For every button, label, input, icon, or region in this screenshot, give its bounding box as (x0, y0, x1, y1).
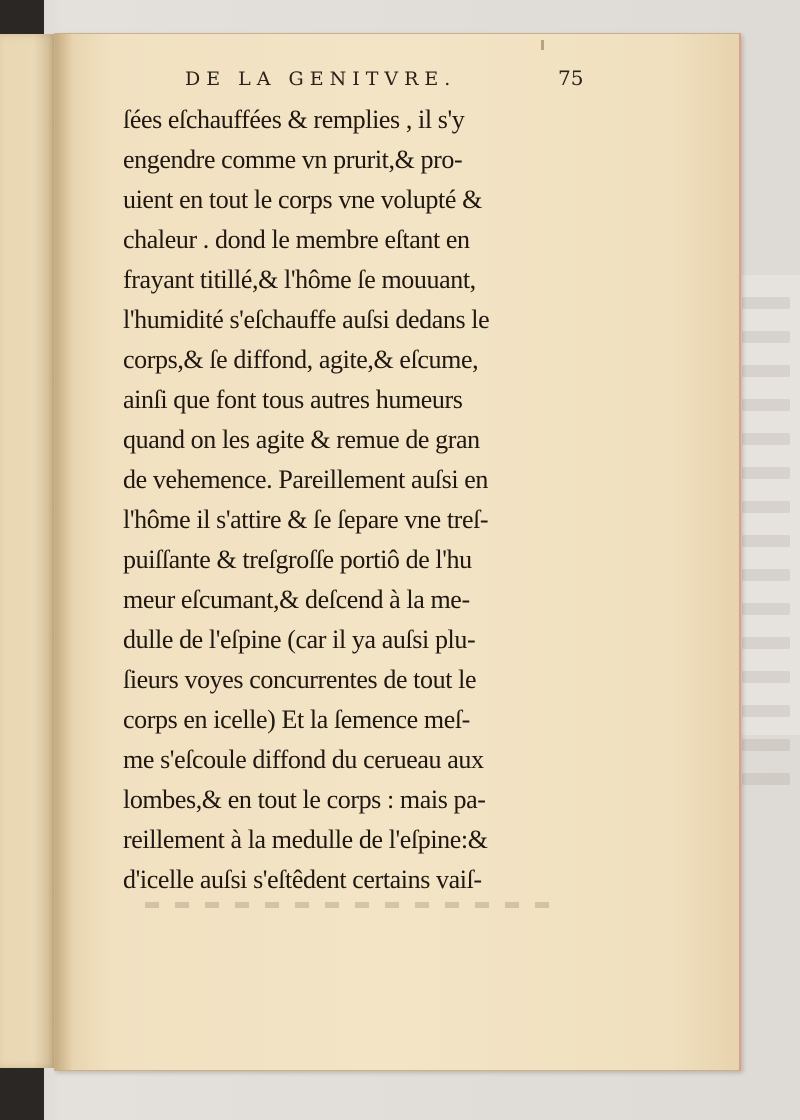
text-line: l'humidité s'eſchauffe auſsi dedans le (123, 305, 490, 334)
text-line: corps en icelle) Et la ſemence meſ- (123, 705, 470, 734)
text-line: frayant titillé,& l'hôme ſe mouuant, (123, 265, 476, 294)
text-line: ſieurs voyes concurrentes de tout le (123, 665, 477, 694)
paper-mark (541, 40, 544, 50)
text-line: chaleur . dond le membre eſtant en (123, 225, 470, 254)
text-line: engendre comme vn prurit,& pro- (123, 145, 463, 174)
text-line: reillement à la medulle de l'eſpine:& (123, 825, 488, 854)
text-line: quand on les agite & remue de gran (123, 425, 480, 454)
text-line: lombes,& en tout le corps : mais pa- (123, 785, 486, 814)
text-line: ainſi que font tous autres humeurs (123, 385, 463, 414)
text-line: uient en tout le corps vne volupté & (123, 185, 482, 214)
text-line: ſées eſchauffées & remplies , il s'y (123, 105, 465, 134)
left-page-edge (0, 34, 57, 1068)
body-text (123, 100, 593, 900)
text-line: l'hôme il s'attire & ſe ſepare vne treſ- (123, 505, 489, 534)
text-line: puiſſante & treſgroſſe portiô de l'hu (123, 545, 472, 574)
book-page (54, 33, 741, 1071)
text-line: d'icelle auſsi s'eſtêdent certains vaiſ- (123, 865, 482, 894)
running-head: DE LA GENITVRE. (185, 68, 457, 90)
text-line: me s'eſcoule diffond du cerueau aux (123, 745, 484, 774)
text-line: de vehemence. Pareillement auſsi en (123, 465, 489, 494)
gutter-shadow (55, 34, 73, 1070)
text-line: dulle de l'eſpine (car il ya auſsi plu- (123, 625, 476, 654)
text-line: meur eſcumant,& deſcend à la me- (123, 585, 470, 614)
bleedthrough-marks (145, 902, 565, 908)
text-line: corps,& ſe diffond, agite,& eſcume, (123, 345, 479, 374)
facing-page-bleedthrough (738, 275, 800, 735)
page-number: 75 (558, 66, 584, 90)
